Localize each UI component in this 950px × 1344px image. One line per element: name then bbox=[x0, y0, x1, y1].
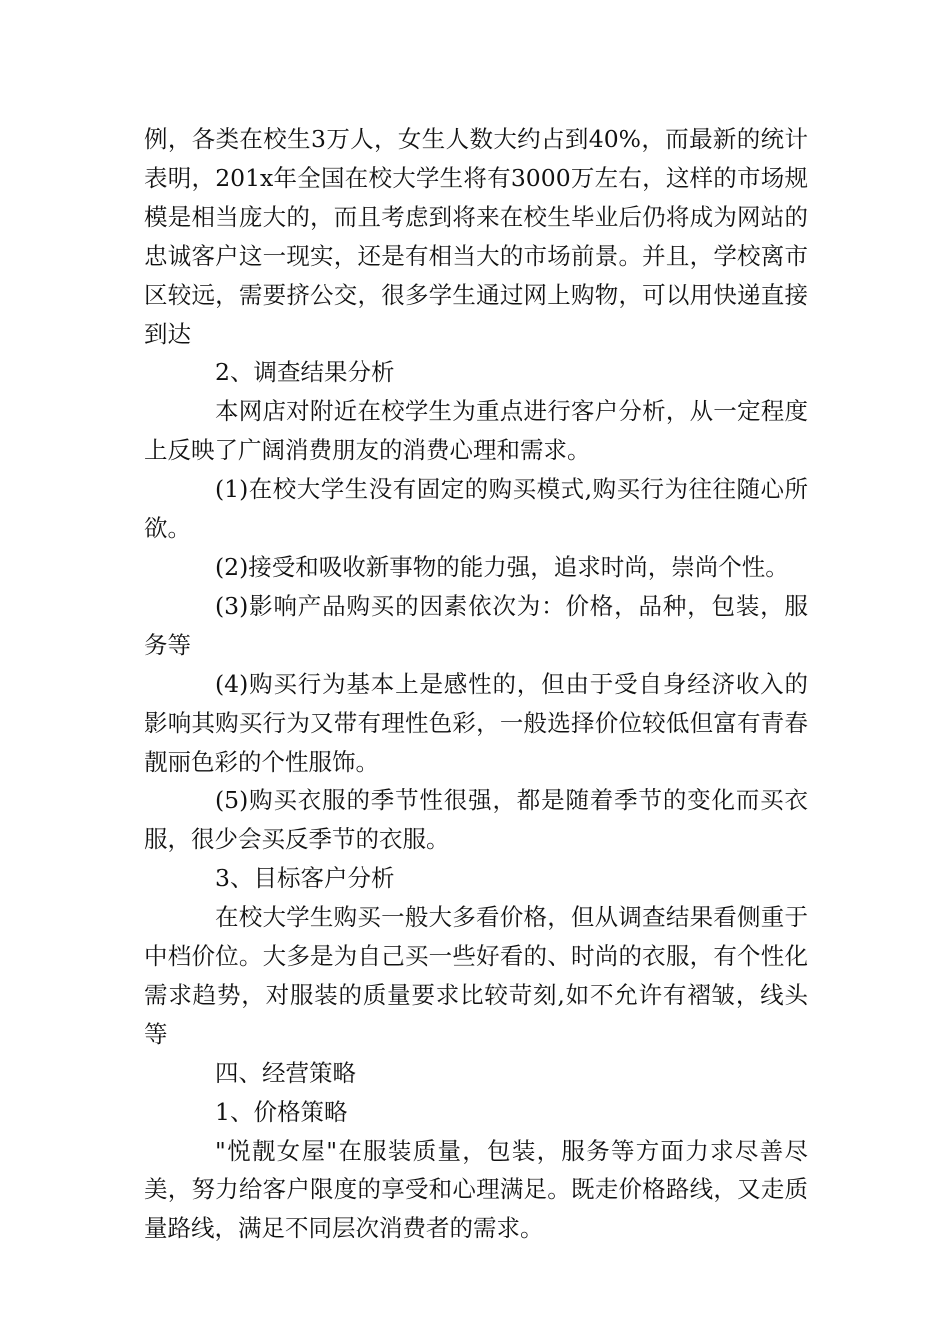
paragraph-target-customers: 在校大学生购买一般大多看价格，但从调查结果看侧重于中档价位。大多是为自己买一些好看的、时尚的衣服，有个性化需求趋势，对服装的质量要求比较苛刻,如不允许有褶皱，线头等 bbox=[144, 903, 808, 1048]
list-item-2: (2)接受和吸收新事物的能力强，追求时尚，崇尚个性。 bbox=[215, 552, 789, 581]
paragraph-price-strategy: "悦靓女屋"在服装质量，包装，服务等方面力求尽善尽美，努力给客户限度的享受和心理满足。既走价格路线，又走质量路线，满足不同层次消费者的需求。 bbox=[144, 1136, 808, 1243]
list-item-1: (1)在校大学生没有固定的购买模式,购买行为往往随心所欲。 bbox=[144, 475, 808, 543]
heading-survey-analysis: 2、调查结果分析 bbox=[215, 358, 395, 387]
paragraph-customer-analysis: 本网店对附近在校学生为重点进行客户分析，从一定程度上反映了广阔消费朋友的消费心理和需求。 bbox=[144, 397, 808, 465]
heading-price-strategy: 1、价格策略 bbox=[215, 1097, 348, 1126]
document-body bbox=[144, 120, 808, 1248]
list-item-4: (4)购买行为基本上是感性的，但由于受自身经济收入的影响其购买行为又带有理性色彩，一般选择价位较低但富有青春靓丽色彩的个性服饰。 bbox=[144, 669, 808, 776]
list-item-3: (3)影响产品购买的因素依次为：价格，品种，包装，服务等 bbox=[144, 591, 808, 659]
heading-target-customers: 3、目标客户分析 bbox=[215, 864, 395, 893]
list-item-5: (5)购买衣服的季节性很强，都是随着季节的变化而买衣服，很少会买反季节的衣服。 bbox=[144, 786, 808, 854]
paragraph-market-size: 例，各类在校生3万人，女生人数大约占到40%，而最新的统计表明，201x年全国在校大学生将有3000万左右，这样的市场规模是相当庞大的，而且考虑到将来在校生毕业后仍将成为网站的忠诚客户这一现实，还是有相当大的市场前景。并且，学校离市区较远，需要挤公交，很多学生通过网上购物，可以用快递直接到达 bbox=[144, 125, 808, 348]
heading-business-strategy: 四、经营策略 bbox=[215, 1058, 356, 1087]
